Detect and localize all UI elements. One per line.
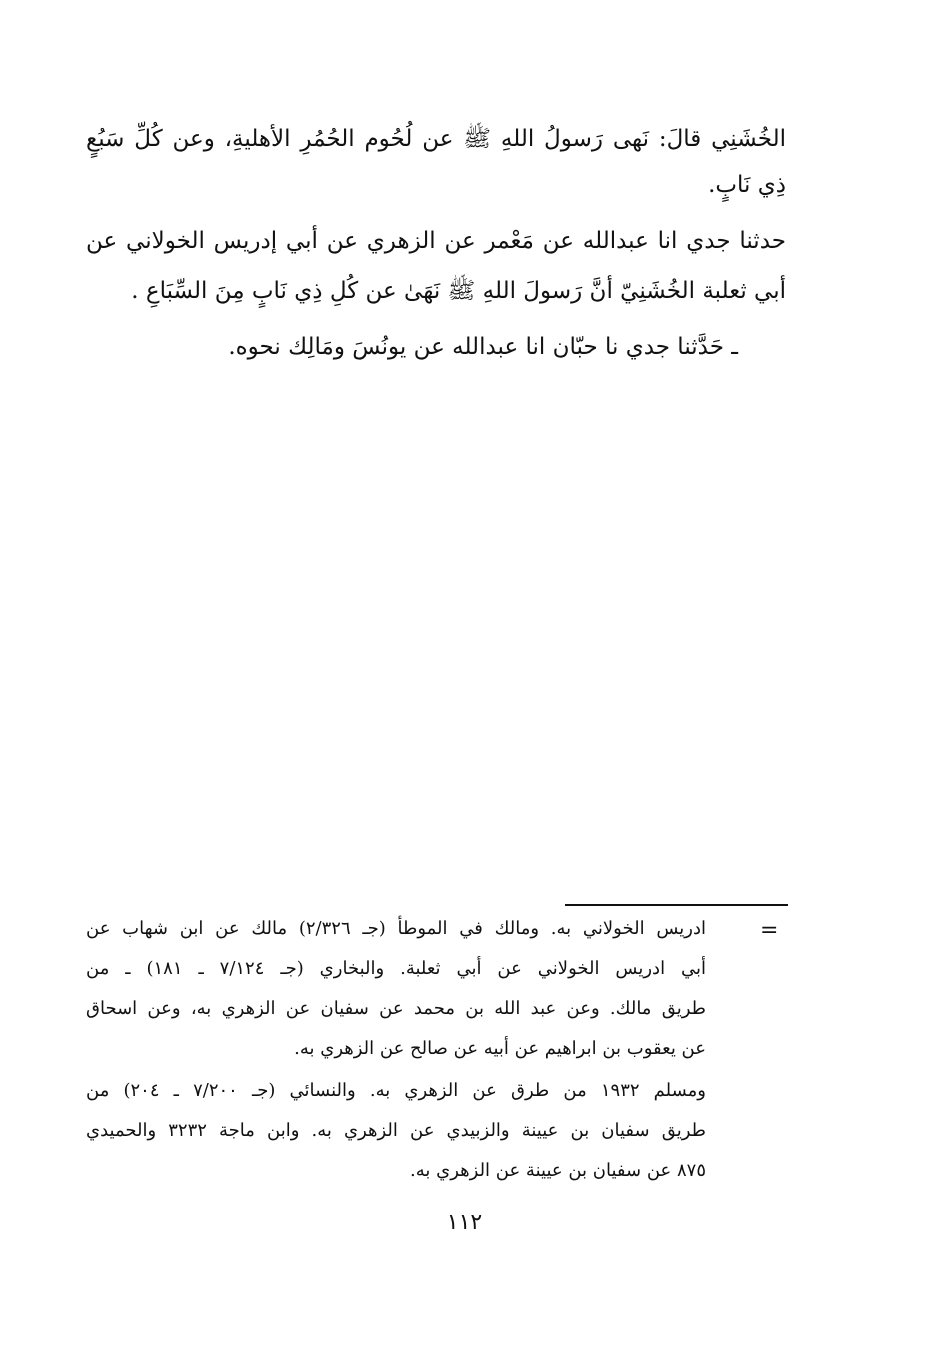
text-line: حدثنا جدي انا عبدالله عن مَعْمر عن الزهري عن أبي إدريس الخولاني عن	[86, 228, 786, 254]
footnote-continuation-marker: =	[760, 918, 779, 943]
footnote-line: ومسلم ١٩٣٢ من طرق عن الزهري به. والنسائي (جـ ٧/٢٠٠ ـ ٢٠٤) من	[86, 1080, 706, 1101]
text-line: الخُشَنِي قالَ: نَهى رَسولُ اللهِ ﷺ عن لُحُوم الحُمُرِ الأهليةِ، وعن كُلِّ سَبُعٍ	[86, 126, 786, 152]
text-line: ـ حَدَّثنا جدي نا حبّان انا عبدالله عن يونُسَ ومَالِك نحوه.	[228, 334, 738, 360]
footnote-line: أبي ادريس الخولاني عن أبي ثعلبة. والبخاري (جـ ٧/١٢٤ ـ ١٨١) ـ من	[86, 958, 707, 979]
footnote-line: طريق سفيان بن عيينة والزبيدي عن الزهري به. وابن ماجة ٣٢٣٢ والحميدي	[86, 1120, 706, 1141]
footnote-line: ادريس الخولاني به. ومالك في الموطأ (جـ ٢/٣٢٦) مالك عن ابن شهاب عن	[86, 918, 706, 939]
text-line: أبي ثعلبة الخُشَنِيّ أنَّ رَسولَ اللهِ ﷺ نَهَىٰ عن كُلِ ذِي نَابٍ مِنَ السِّبَاعِ .	[131, 278, 786, 304]
text-line: ذِي نَابٍ.	[708, 172, 786, 198]
footnote-line: طريق مالك. وعن عبد الله بن محمد عن سفيان عن الزهري به، وعن اسحاق	[86, 998, 706, 1019]
footnote-divider	[565, 904, 788, 906]
footnote-line: عن يعقوب بن ابراهيم عن أبيه عن صالح عن الزهري به.	[294, 1038, 706, 1059]
footnote-line: ٨٧٥ عن سفيان بن عيينة عن الزهري به.	[410, 1160, 706, 1181]
page-number: ١١٢	[446, 1210, 483, 1235]
